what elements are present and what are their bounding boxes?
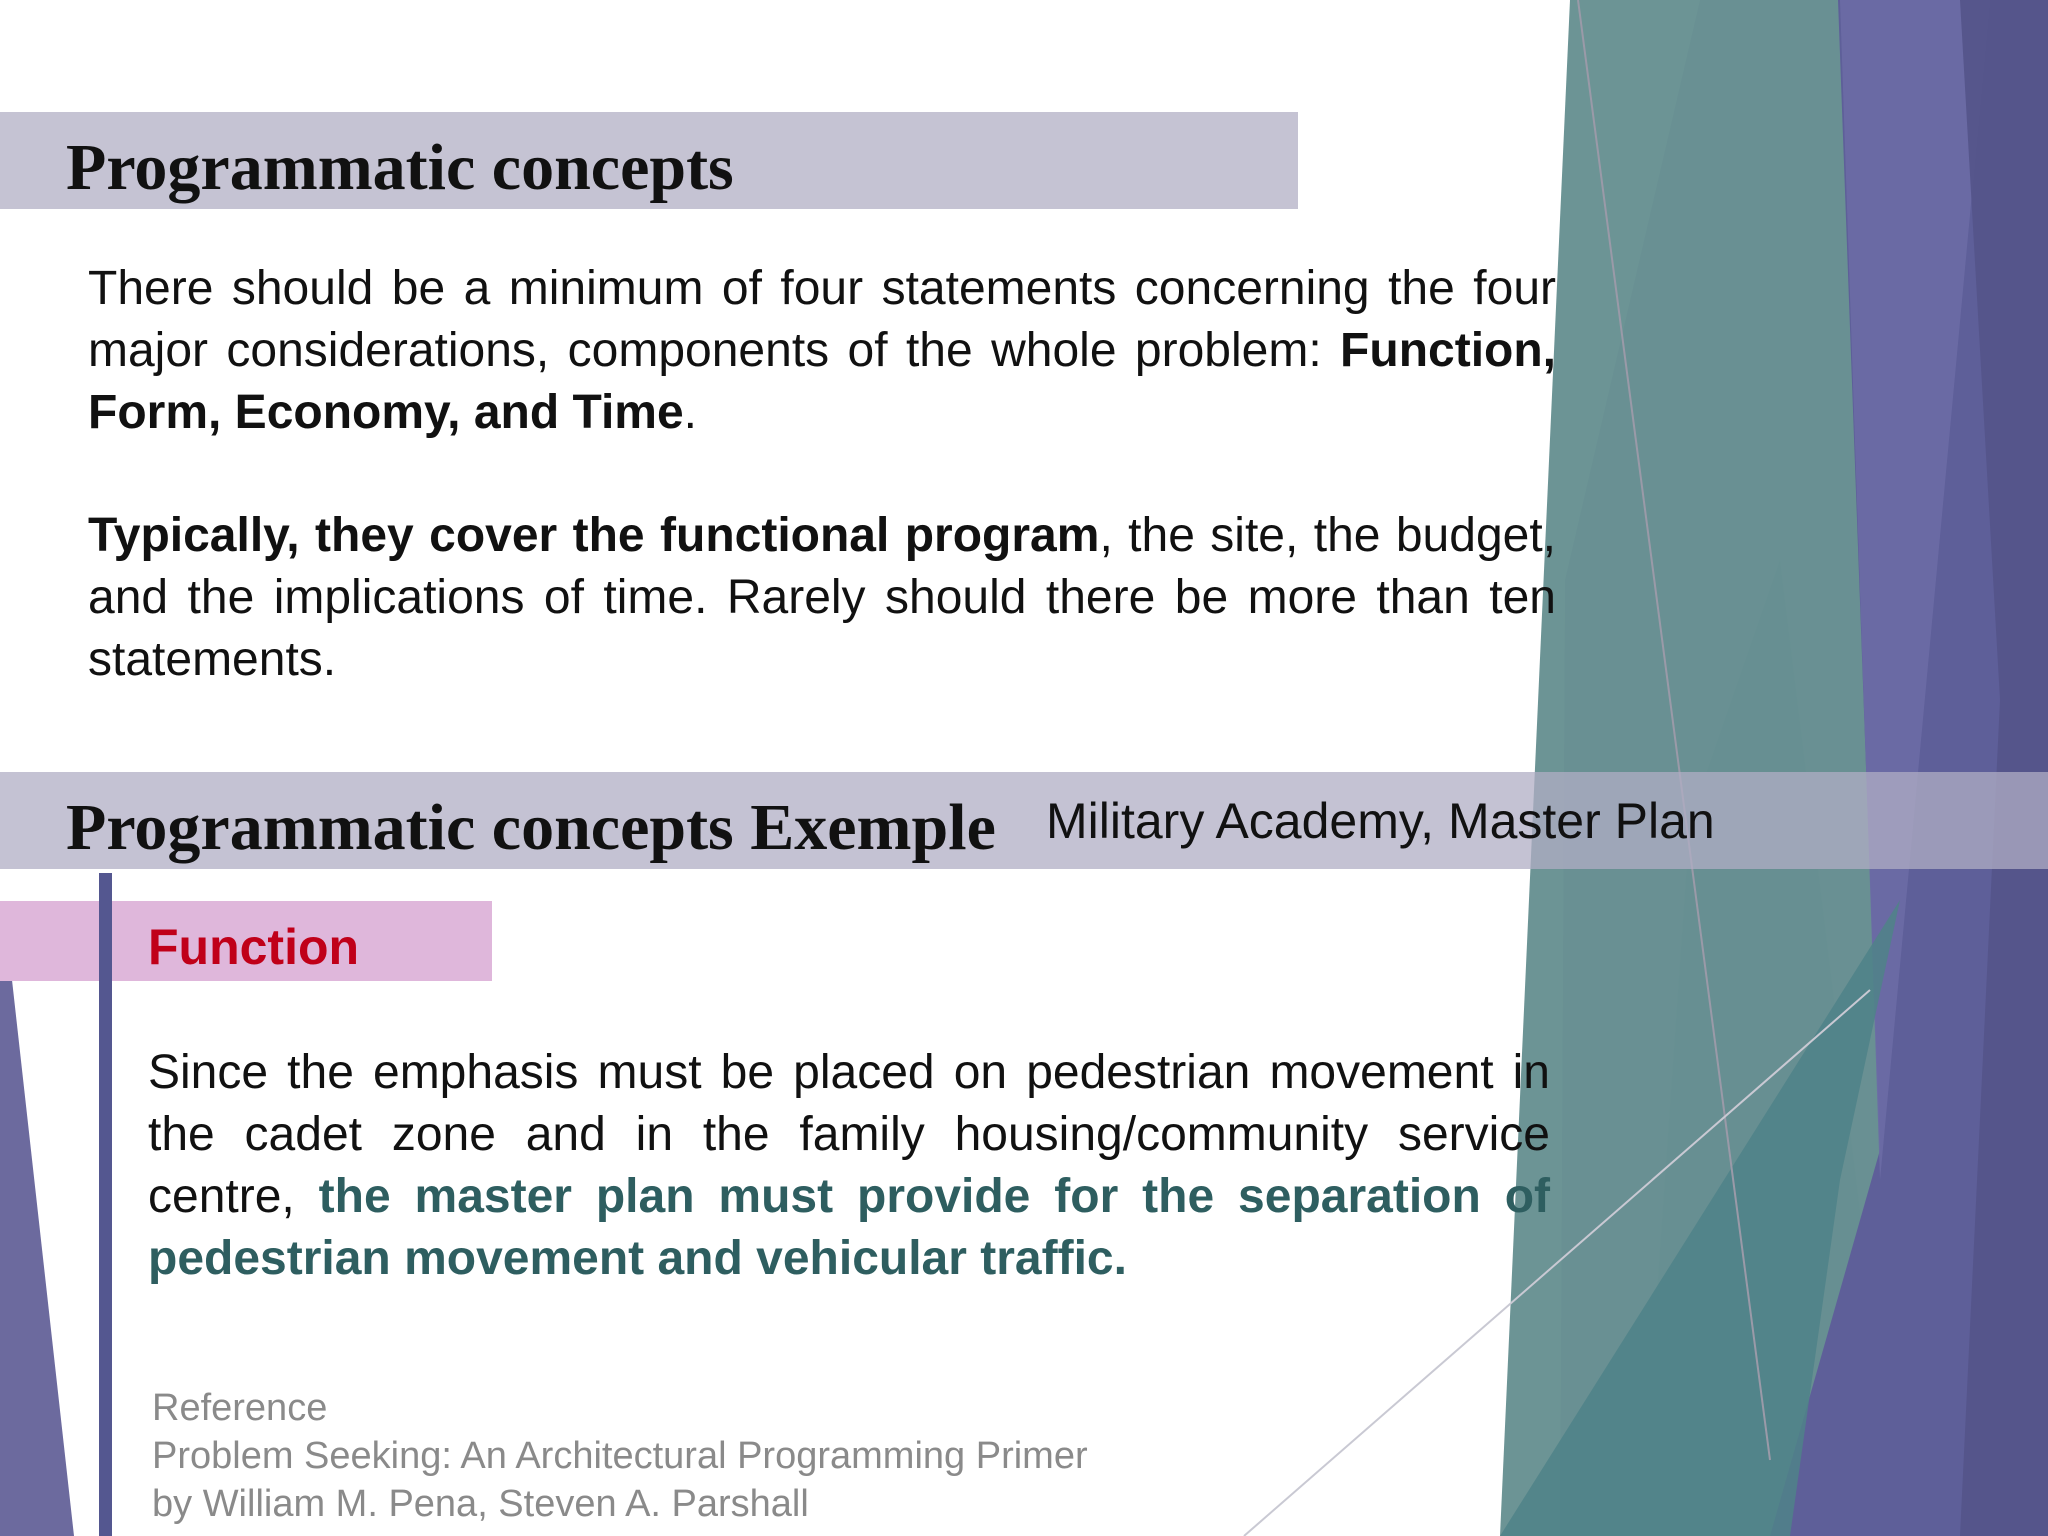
reference-line-2: by William M. Pena, Steven A. Parshall [152, 1483, 809, 1525]
paragraph-function [148, 1042, 1550, 1290]
deco-left-wedge [0, 960, 74, 1536]
vertical-accent-bar [99, 873, 112, 1536]
paragraph-end: . [683, 386, 698, 439]
example-title: Programmatic concepts Exemple [66, 791, 996, 864]
paragraph-highlight: the master plan must provide for the separation of pedestrian movement and vehicular traffic. [148, 1170, 1550, 1285]
paragraph-bold: Typically, they cover the functional program [88, 509, 1100, 562]
paragraph-considerations [88, 258, 1556, 444]
example-subtitle: Military Academy, Master Plan [1046, 793, 1715, 849]
paragraph-text: Since the emphasis must be placed on pedestrian movement in the cadet zone and in the family housing/community service centre, [148, 1046, 1550, 1223]
paragraph-typically [88, 505, 1556, 691]
reference-heading: Reference [152, 1387, 328, 1429]
reference-block [152, 1384, 1088, 1528]
page-title: Programmatic concepts [66, 131, 734, 204]
paragraph-text: There should be a minimum of four statements concerning the four major considerations, components of the whole problem: [88, 262, 1556, 377]
reference-line-1: Problem Seeking: An Architectural Programming Primer [152, 1435, 1088, 1477]
paragraph-bold: Function, Form, Economy, and Time [88, 324, 1556, 439]
function-label: Function [148, 919, 360, 975]
paragraph-text: , the site, the budget, and the implications of time. Rarely should there be more than ten statements. [88, 509, 1557, 686]
